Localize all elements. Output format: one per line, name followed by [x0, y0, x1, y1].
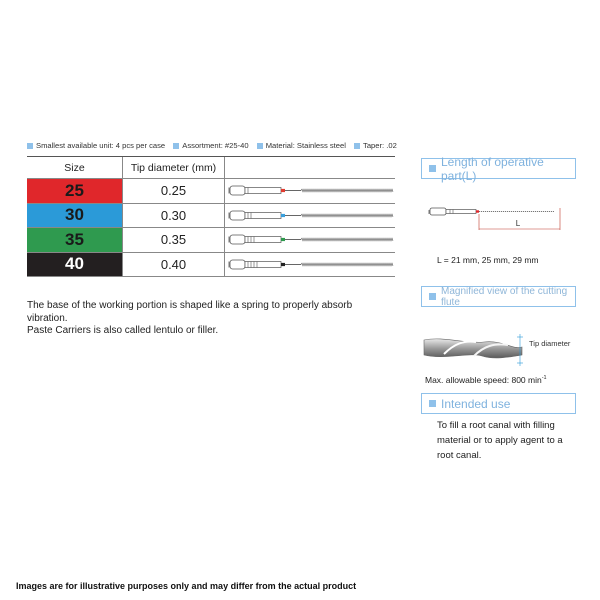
flute-section-header	[421, 286, 576, 307]
spec-text: Material: Stainless steel	[265, 141, 346, 150]
size-cell	[27, 253, 122, 277]
spec-text: Smallest available unit: 4 pcs per case	[36, 141, 166, 150]
section-title: Intended use	[441, 396, 511, 411]
table-row	[27, 204, 395, 229]
bullet-square-icon	[429, 165, 436, 172]
instrument-image-cell	[225, 179, 395, 203]
spec-item	[354, 141, 397, 150]
size-value: 30	[65, 205, 84, 225]
length-values: L = 21 mm, 25 mm, 29 mm	[437, 255, 539, 265]
spec-item	[257, 141, 346, 150]
intended-use-text: To fill a root canal with filling material or to apply agent to a root canal.	[437, 420, 563, 461]
size-table	[27, 156, 395, 277]
spec-item	[27, 141, 165, 150]
tip-diameter-cell: 0.35	[122, 228, 225, 252]
size-cell	[27, 204, 122, 228]
spec-text: Taper: .02	[363, 141, 397, 150]
lentulo-instrument-icon	[225, 204, 395, 228]
tip-diameter-cell: 0.30	[122, 204, 225, 228]
bullet-square-icon	[354, 143, 360, 149]
length-diagram	[426, 198, 576, 238]
speed-value: Max. allowable speed: 800 min	[425, 375, 542, 385]
lentulo-instrument-icon	[225, 228, 395, 252]
table-row	[27, 253, 395, 278]
speed-unit-superscript: -1	[541, 375, 547, 382]
table-row	[27, 228, 395, 253]
disclaimer: Images are for illustrative purposes only and may differ from the actual product	[16, 581, 357, 591]
instrument-handle-icon	[429, 208, 554, 215]
bullet-square-icon	[173, 143, 179, 149]
tip-diameter-header: Tip diameter (mm)	[122, 157, 225, 178]
table-row	[27, 179, 395, 204]
description-notes	[27, 300, 387, 338]
instrument-image-cell	[225, 253, 395, 277]
lentulo-instrument-icon	[225, 179, 395, 203]
bullet-square-icon	[257, 143, 263, 149]
lentulo-instrument-icon	[225, 253, 395, 277]
note-text: Paste Carriers is also called lentulo or filler.	[27, 325, 219, 336]
max-speed-text	[425, 375, 547, 385]
dimension-label: L	[515, 219, 521, 228]
section-title: Magnified view of the cutting flute	[441, 285, 568, 308]
size-header: Size	[64, 161, 85, 174]
size-value: 25	[65, 180, 84, 200]
bullet-square-icon	[429, 400, 436, 407]
table-header-row	[27, 156, 395, 179]
instrument-image-cell	[225, 204, 395, 228]
size-value: 40	[65, 254, 84, 274]
length-section-header	[421, 154, 576, 183]
bullet-square-icon	[429, 293, 436, 300]
magnified-flute-icon	[424, 330, 534, 370]
instrument-image-cell	[225, 228, 395, 252]
tip-diameter-label: Tip diameter	[529, 339, 571, 348]
spec-text: Assortment: #25-40	[182, 141, 249, 150]
image-header-cell	[225, 157, 395, 178]
spec-item	[173, 141, 248, 150]
spec-line	[27, 141, 403, 150]
size-cell	[27, 228, 122, 252]
intended-use-header	[421, 393, 576, 414]
bullet-square-icon	[27, 143, 33, 149]
note-text: The base of the working portion is shaped like a spring to properly absorb vibration.	[27, 300, 353, 324]
tip-diameter-cell: 0.25	[122, 179, 225, 203]
tip-diameter-cell: 0.40	[122, 253, 225, 277]
size-value: 35	[65, 229, 84, 249]
section-title: Length of operative part(L)	[441, 154, 544, 183]
size-cell	[27, 179, 122, 203]
